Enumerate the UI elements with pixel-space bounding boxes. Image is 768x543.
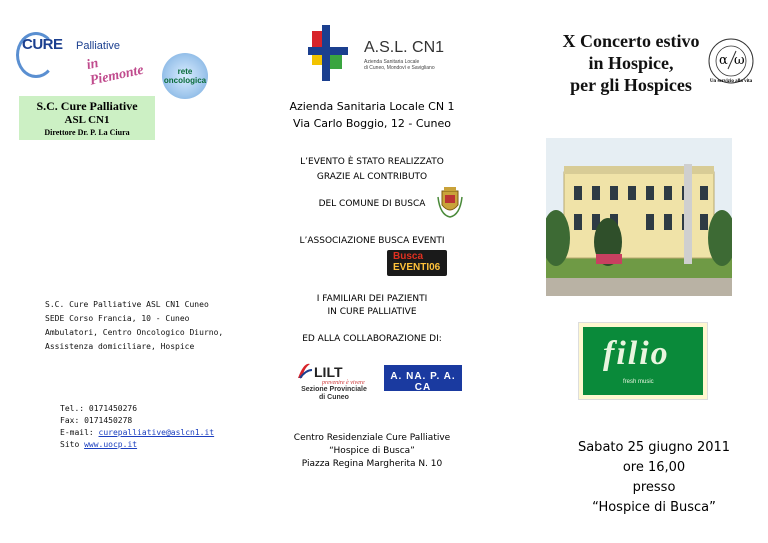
centro-line: Piazza Regina Margherita N. 10	[301, 459, 443, 469]
asl-title: A.S.L. CN1	[364, 39, 445, 56]
centro-line: Centro Residenziale Cure Palliative	[293, 433, 451, 443]
address-line: Assistenza domiciliare, Hospice	[45, 342, 195, 351]
contacts-block	[60, 403, 214, 451]
seal-omega: ω	[734, 53, 745, 68]
sc-box-asl: ASL CN1	[64, 114, 110, 126]
site-link[interactable]: www.uocp.it	[84, 440, 138, 449]
sc-box-director: Direttore Dr. P. La Ciura	[44, 128, 130, 137]
collaborazione-text: ED ALLA COLLABORAZIONE DI:	[302, 334, 442, 344]
address-line: SEDE Corso Francia, 10 - Cuneo	[45, 314, 190, 323]
logo-word-palliative: Palliative	[76, 40, 121, 52]
org-line: Azienda Sanitaria Locale CN 1	[289, 100, 455, 113]
alpha-omega-seal	[706, 33, 756, 89]
title-line: X Concerto estivo	[562, 31, 700, 51]
org-line: Via Carlo Boggio, 12 - Cuneo	[293, 117, 451, 130]
site-label: Sito	[60, 440, 85, 449]
lilt-motto: prevenire è vivere	[322, 380, 365, 386]
hospice-building-photo	[546, 138, 732, 296]
address-line: Ambulatori, Centro Oncologico Diurno,	[45, 328, 224, 337]
cure-palliative-logo	[16, 32, 146, 89]
logo-word-piemonte: in Piemonte	[85, 55, 146, 89]
asl-subtitle	[364, 59, 435, 71]
hospice-building-image	[546, 138, 732, 296]
busca-eventi-logo	[387, 250, 447, 276]
email-label: E-mail:	[60, 428, 99, 437]
lilt-sezione-line: Sezione Provinciale	[301, 386, 367, 393]
email-line	[60, 427, 214, 439]
filio-logo-background	[583, 327, 703, 395]
busca-logo-top: Busca	[393, 251, 424, 262]
email-link[interactable]: curepalliative@aslcn1.it	[98, 428, 215, 437]
rete-line1: rete	[177, 67, 193, 76]
sc-box-title: S.C. Cure Palliative	[36, 99, 138, 113]
lilt-sezione-line: di Cuneo	[319, 394, 349, 401]
when-line: Sabato 25 giugno 2011	[577, 440, 731, 455]
lilt-name: LILT	[314, 364, 343, 380]
org-address	[256, 98, 488, 132]
asl-sub1: Azienda Sanitaria Locale	[364, 59, 420, 65]
asl-sub2: di Cuneo, Mondovì e Savigliano	[364, 65, 435, 71]
when-line: ore 16,00	[622, 460, 686, 475]
familiari-line: I FAMILIARI DEI PAZIENTI	[316, 294, 428, 304]
seal-alpha: α	[719, 53, 728, 68]
rete-line2: oncologica	[163, 76, 207, 85]
sc-cure-palliative-box	[19, 96, 155, 140]
asl-cn1-logo	[304, 25, 454, 85]
address-block	[45, 298, 223, 354]
evento-line: L’EVENTO È STATO REALIZZATO	[300, 157, 444, 167]
centro-line: “Hospice di Busca”	[329, 446, 415, 456]
filio-music-logo	[578, 322, 708, 400]
asl-cross-icon	[304, 25, 354, 81]
evento-line: GRAZIE AL CONTRIBUTO	[316, 172, 428, 182]
concert-title	[556, 30, 706, 96]
title-line: per gli Hospices	[570, 75, 692, 95]
when-line: presso	[632, 480, 676, 495]
seal-ring-text: Un servizio alla vita	[709, 79, 753, 84]
anapaca-logo	[384, 365, 462, 391]
lilt-logo	[296, 358, 372, 410]
comune-text: DEL COMUNE DI BUSCA	[318, 199, 426, 209]
lilt-sezione	[296, 386, 372, 402]
fax-line: Fax: 0171450278	[60, 416, 133, 425]
filio-word: filio	[603, 335, 670, 372]
event-date-block	[556, 438, 752, 518]
lilt-mark-icon	[296, 360, 312, 380]
when-line: “Hospice di Busca”	[592, 500, 716, 515]
rete-oncologica-logo	[162, 53, 208, 99]
associazione-text: L’ASSOCIAZIONE BUSCA EVENTI	[299, 236, 445, 246]
title-line: in Hospice,	[588, 53, 674, 73]
centro-address	[256, 432, 488, 471]
evento-text	[256, 155, 488, 185]
anapaca-text: A. NA. P. A. CA	[390, 371, 456, 393]
comune-crest-icon	[436, 187, 464, 219]
address-line: S.C. Cure Palliative ASL CN1 Cuneo	[45, 300, 209, 309]
busca-logo-bottom: EVENTI06	[393, 262, 441, 273]
familiari-text	[256, 293, 488, 319]
logo-word-cure: CURE	[22, 36, 63, 53]
filio-sub: fresh music	[623, 379, 654, 385]
familiari-line: IN CURE PALLIATIVE	[327, 307, 417, 317]
tel-line: Tel.: 0171450276	[60, 404, 138, 413]
site-line	[60, 439, 214, 451]
